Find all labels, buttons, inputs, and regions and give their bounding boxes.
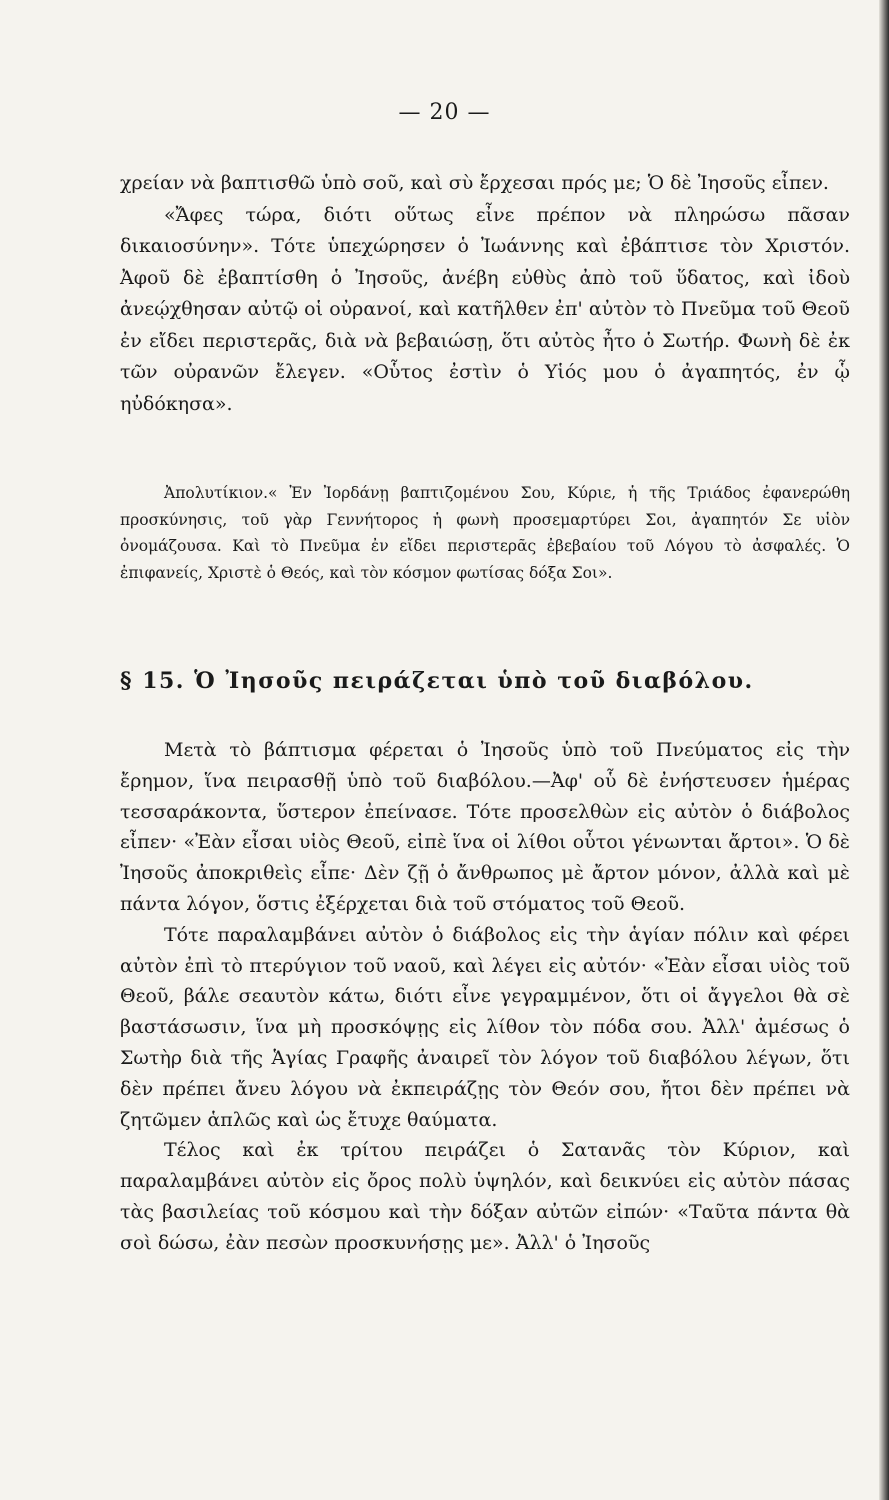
body-text-block	[120, 735, 850, 1259]
apolytikion-text: Ἀπολυτίκιον.« Ἐν Ἰορδάνῃ βαπτιζομένου Σου, Κύριε, ἡ τῆς Τριάδος ἐφανερώθη προσκύνησις, τοῦ γὰρ Γεννήτορος ἡ φωνὴ προσεμαρτύρει Σοι, ἀγαπητόν Σε υἱὸν ὀνομάζουσα. Καὶ τὸ Πνεῦμα ἐν εἴδει περιστερᾶς ἐβεβαίου τοῦ Λόγου τὸ ἀσφαλές. Ὁ ἐπιφανείς, Χριστὲ ὁ Θεός, καὶ τὸν κόσμον φωτίσας δόξα Σοι».	[120, 484, 850, 582]
paragraph: Τέλος καὶ ἐκ τρίτου πειράζει ὁ Σατανᾶς τὸν Κύριον, καὶ παραλαμβάνει αὐτὸν εἰς ὄρος πολὺ ὑψηλόν, καὶ δεικνύει εἰς αὐτὸν πάσας τὰς βασιλείας τοῦ κόσμου καὶ τὴν δόξαν αὐτῶν εἰπών· «Ταῦτα πάντα θὰ σοὶ δώσω, ἐὰν πεσὼν προσκυνήσῃς με». Ἀλλ' ὁ Ἰησοῦς	[120, 1139, 850, 1254]
section-title: Ὁ Ἰησοῦς πειράζεται ὑπὸ τοῦ διαβόλου.	[194, 668, 754, 694]
page-edge-shadow	[879, 0, 889, 1500]
section-symbol: §	[120, 668, 134, 694]
paragraph: Τότε παραλαμβάνει αὐτὸν ὁ διάβολος εἰς τὴν ἁγίαν πόλιν καὶ φέρει αὐτὸν ἐπὶ τὸ πτερύγιον τοῦ ναοῦ, καὶ λέγει εἰς αὐτόν· «Ἐὰν εἶσαι υἱὸς τοῦ Θεοῦ, βάλε σεαυτὸν κάτω, διότι εἶνε γεγραμμένον, ὅτι οἱ ἄγγελοι θὰ σὲ βαστάσωσιν, ἵνα μὴ προσκόψῃς εἰς λίθον τὸν πόδα σου. Ἀλλ' ἀμέσως ὁ Σωτὴρ διὰ τῆς Ἁγίας Γραφῆς ἀναιρεῖ τὸν λόγον τοῦ διαβόλου λέγων, ὅτι δὲν πρέπει ἄνευ λόγου νὰ ἐκπειράζῃς τὸν Θεόν σου, ἤτοι δὲν πρέπει νὰ ζητῶμεν ἁπλῶς καὶ ὡς ἔτυχε θαύματα.	[120, 923, 850, 1131]
section-heading	[120, 668, 850, 694]
top-text-block	[120, 168, 850, 420]
paragraph: «Ἄφες τώρα, διότι οὕτως εἶνε πρέπον νὰ πληρώσω πᾶσαν δικαιοσύνην». Τότε ὑπεχώρησεν ὁ Ἰωάννης καὶ ἐβάπτισε τὸν Χριστόν. Ἀφοῦ δὲ ἐβαπτίσθη ὁ Ἰησοῦς, ἀνέβη εὐθὺς ἀπὸ τοῦ ὕδατος, καὶ ἰδοὺ ἀνεῴχθησαν αὐτῷ οἱ οὐρανοί, καὶ κατῆλθεν ἐπ' αὐτὸν τὸ Πνεῦμα τοῦ Θεοῦ ἐν εἴδει περιστερᾶς, διὰ νὰ βεβαιώσῃ, ὅτι αὐτὸς ἦτο ὁ Σωτήρ. Φωνὴ δὲ ἐκ τῶν οὐρανῶν ἔλεγεν. «Οὗτος ἐστὶν ὁ Υἱός μου ὁ ἀγαπητός, ἐν ᾧ ηὐδόκησα».	[120, 203, 850, 415]
section-number: 15.	[142, 668, 185, 694]
paragraph: Μετὰ τὸ βάπτισμα φέρεται ὁ Ἰησοῦς ὑπὸ τοῦ Πνεύματος εἰς τὴν ἔρημον, ἵνα πειρασθῇ ὑπὸ τοῦ διαβόλου.—Ἀφ' οὗ δὲ ἐνήστευσεν ἡμέρας τεσσαράκοντα, ὕστερον ἐπείνασε. Τότε προσελθὼν εἰς αὐτὸν ὁ διάβολος εἶπεν· «Ἐὰν εἶσαι υἱὸς Θεοῦ, εἰπὲ ἵνα οἱ λίθοι οὗτοι γένωνται ἄρτοι». Ὁ δὲ Ἰησοῦς ἀποκριθεὶς εἶπε· Δὲν ζῇ ὁ ἄνθρωπος μὲ ἄρτον μόνον, ἀλλὰ καὶ μὲ πάντα λόγον, ὅστις ἐξέρχεται διὰ τοῦ στόματος τοῦ Θεοῦ.	[120, 739, 850, 915]
page-number: — 20 —	[398, 100, 491, 125]
apolytikion-block	[120, 480, 850, 586]
paragraph: χρείαν νὰ βαπτισθῶ ὑπὸ σοῦ, καὶ σὺ ἔρχεσαι πρός με; Ὁ δὲ Ἰησοῦς εἶπεν.	[120, 172, 829, 194]
